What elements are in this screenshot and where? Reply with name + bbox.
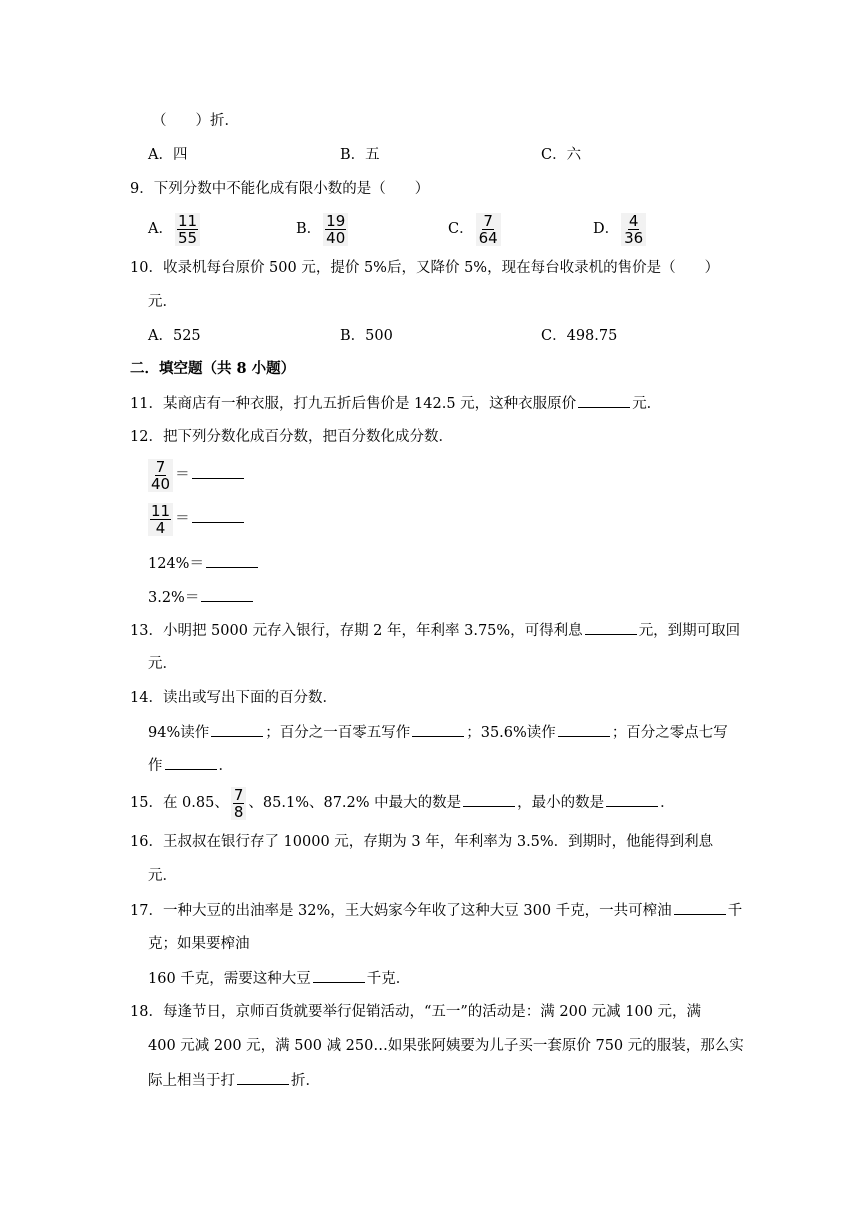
- q17-line3: 160 千克，需要这种大豆 千克．: [148, 968, 410, 989]
- q13-line2: 元．: [148, 656, 177, 672]
- q11: 11．某商店有一种衣服，打九五折后售价是 142.5 元，这种衣服原价 元．: [130, 393, 661, 414]
- q8-option-a: A．四: [148, 147, 188, 163]
- q12-item-2: $\frac{11}{4}$ ＝: [146, 500, 246, 538]
- q12-stem: 12．把下列分数化成百分数，把百分数化成分数．: [130, 429, 453, 445]
- q17-line2: 克；如果要榨油: [148, 936, 250, 952]
- answer-blank: [578, 393, 630, 408]
- fraction: $\frac{7}{64}$: [476, 213, 501, 246]
- q14-line2: 作 ．: [148, 755, 233, 776]
- fraction: $\frac{11}{4}$: [148, 503, 173, 536]
- answer-blank: [201, 587, 253, 602]
- answer-blank: [674, 900, 726, 915]
- q12-item-1: $\frac{7}{40}$ ＝: [146, 456, 246, 494]
- q8-stem-tail: （ ）折．: [152, 113, 239, 129]
- fraction: $\frac{4}{36}$: [621, 213, 646, 246]
- section-title: 二．填空题（共 8 小题）: [130, 360, 296, 377]
- q12-item-4: 3.2%＝: [148, 587, 255, 608]
- answer-blank: [412, 722, 464, 737]
- q10-option-a: A．525: [148, 328, 201, 344]
- q8-option-b: B．五: [340, 147, 380, 163]
- q18-line1: 18．每逢节日，京师百货就要举行促销活动，“五一”的活动是：满 200 元减 100 元，满: [130, 1004, 702, 1020]
- answer-blank: [237, 1070, 289, 1085]
- answer-blank: [558, 722, 610, 737]
- q16-line1: 16．王叔叔在银行存了 10000 元，存期为 3 年，年利率为 3.5%．到期时，他能得到利息: [130, 834, 714, 850]
- q10-stem-line1: 10．收录机每台原价 500 元，提价 5%后，又降价 5%，现在每台收录机的售价是（ ）: [130, 260, 720, 276]
- q9-option-b: B． $\frac{19}{40}$: [296, 210, 350, 248]
- q18-line2: 400 元减 200 元，满 500 减 250…如果张阿姨要为儿子买一套原价 750 元的服装，那么实: [148, 1038, 744, 1054]
- q9-stem: 9．下列分数中不能化成有限小数的是（ ）: [130, 181, 430, 197]
- q9-option-a: A． $\frac{11}{55}$: [148, 210, 202, 248]
- q15: 15．在 0.85、 $\frac{7}{8}$ 、85.1%、87.2% 中最大的数是 ，最小的数是 ．: [130, 785, 675, 821]
- q13-line1: 13．小明把 5000 元存入银行，存期 2 年，年利率 3.75%，可得利息 元，到期可取回: [130, 620, 740, 641]
- fraction: $\frac{7}{8}$: [231, 787, 247, 820]
- q10-option-b: B．500: [340, 328, 393, 344]
- fraction: $\frac{7}{40}$: [148, 459, 173, 492]
- answer-blank: [463, 792, 515, 807]
- answer-blank: [206, 553, 258, 568]
- q8-option-c: C．六: [541, 147, 582, 163]
- q18-line3: 际上相当于打 折．: [148, 1070, 320, 1091]
- q16-line2: 元．: [148, 868, 177, 884]
- answer-blank: [192, 508, 244, 523]
- q10-option-c: C．498.75: [541, 328, 618, 344]
- q12-item-3: 124%＝: [148, 553, 260, 574]
- answer-blank: [211, 722, 263, 737]
- q9-option-c: C． $\frac{7}{64}$: [448, 210, 503, 248]
- answer-blank: [192, 464, 244, 479]
- q14-stem: 14．读出或写出下面的百分数．: [130, 690, 337, 706]
- q9-option-d: D． $\frac{4}{36}$: [593, 210, 648, 248]
- answer-blank: [313, 968, 365, 983]
- q10-stem-line2: 元．: [148, 294, 177, 310]
- answer-blank: [165, 755, 217, 770]
- fraction: $\frac{19}{40}$: [323, 213, 348, 246]
- answer-blank: [585, 620, 637, 635]
- answer-blank: [606, 792, 658, 807]
- fraction: $\frac{11}{55}$: [175, 213, 200, 246]
- q14-line1: 94%读作 ；百分之一百零五写作 ；35.6%读作 ；百分之零点七写: [148, 722, 728, 743]
- q17-line1: 17．一种大豆的出油率是 32%，王大妈家今年收了这种大豆 300 千克，一共可榨油 千: [130, 900, 742, 921]
